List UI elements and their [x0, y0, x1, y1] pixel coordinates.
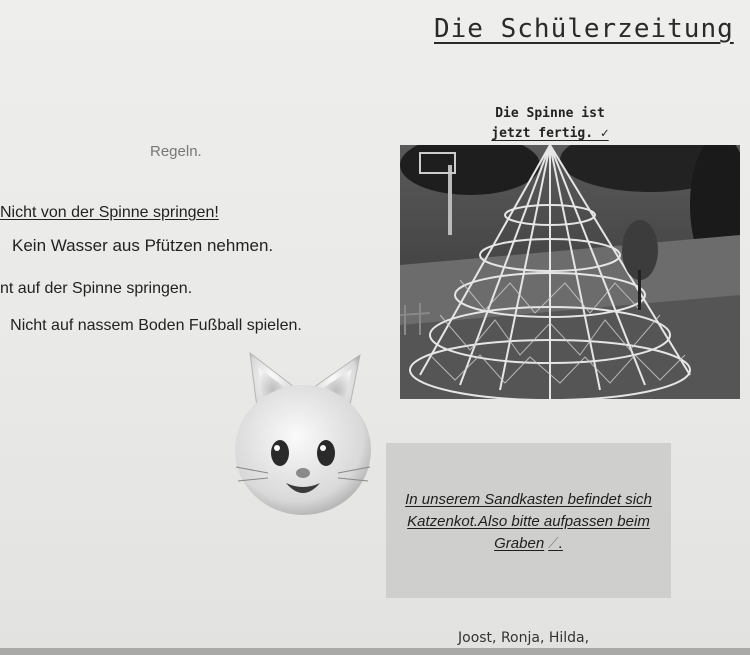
cat-emoji-icon: [228, 345, 378, 525]
notice-box: [386, 443, 671, 598]
rules-heading: Regeln.: [150, 143, 202, 160]
notice-text: In unserem Sandkasten befindet sich Katzenkot.Also bitte aufpassen beim Graben ⟋.: [405, 491, 652, 552]
page-title: Die Schülerzeitung: [434, 14, 734, 44]
photo-caption: [470, 104, 630, 144]
rule-item: Nicht von der Spinne springen!: [0, 204, 219, 221]
bone-icon: ⟋: [548, 535, 559, 552]
authors-line: Joost, Ronja, Hilda,: [458, 630, 590, 646]
climbing-net-image: [400, 145, 740, 399]
climbing-spider-photo: [400, 145, 740, 399]
rule-item: Nicht auf nassem Boden Fußball spielen.: [10, 317, 302, 334]
page-edge: [0, 648, 750, 655]
rule-item: nt auf der Spinne springen.: [0, 280, 193, 297]
rule-item: Kein Wasser aus Pfützen nehmen.: [12, 236, 274, 255]
photo-caption-line-1: Die Spinne ist: [495, 106, 605, 121]
photo-caption-line-2: jetzt fertig. ✓: [491, 126, 609, 141]
notice-message: In unserem Sandkasten befindet sich Katzenkot.Also bitte aufpassen beim Graben: [405, 491, 652, 552]
